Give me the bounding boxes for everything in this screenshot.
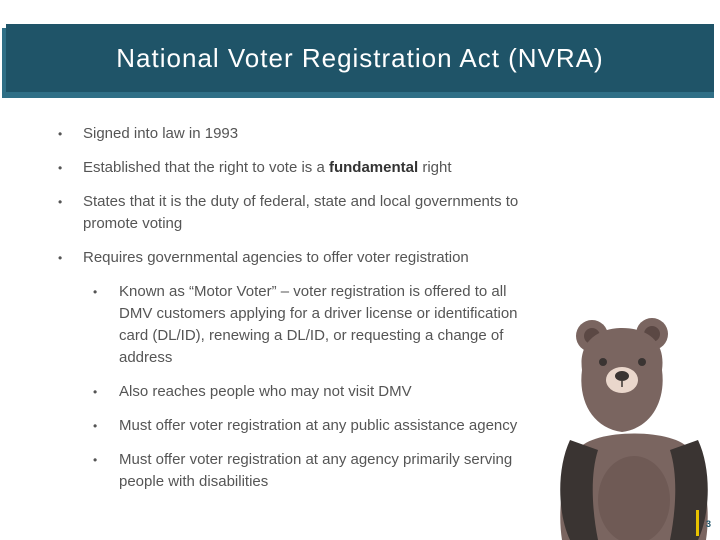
sub-bullet-item xyxy=(119,281,518,369)
corner-mark-bar xyxy=(696,510,699,536)
bullet-marker: • xyxy=(58,195,63,209)
bullet-item: Signed into law in 1993 xyxy=(83,125,239,142)
slide-title: National Voter Registration Act (NVRA) xyxy=(116,42,604,73)
bullet-marker: • xyxy=(58,251,63,265)
sub-bullet-line: address xyxy=(119,349,173,366)
sub-bullet-marker: • xyxy=(93,419,98,433)
sub-bullet-marker: • xyxy=(93,285,98,299)
bullet-line: States that it is the duty of federal, state and local governments to xyxy=(83,193,519,210)
sub-bullet-item xyxy=(119,381,412,403)
emphasis-text: fundamental xyxy=(328,159,419,176)
bear-left-eye xyxy=(599,358,607,366)
sub-bullet-marker: • xyxy=(93,385,98,399)
page-number: 3 xyxy=(706,519,712,529)
bullet-item xyxy=(83,191,518,235)
sub-bullet-line: Must offer voter registration at any public assistance agency xyxy=(119,417,518,434)
bear-left-arm xyxy=(560,440,598,540)
sub-bullet-item xyxy=(119,415,517,437)
bullet-text: Established that the right to vote is a xyxy=(83,159,329,176)
sub-bullet-line: Must offer voter registration at any agency primarily serving xyxy=(119,451,513,468)
sub-bullet-marker: • xyxy=(93,453,98,467)
sub-bullet-item xyxy=(119,449,512,493)
bullet-item: Requires governmental agencies to offer voter registration xyxy=(83,249,469,266)
sub-bullet-line: people with disabilities xyxy=(119,473,269,490)
bullet-text: right xyxy=(418,159,452,176)
bullet-item xyxy=(83,157,452,179)
bear-right-eye xyxy=(638,358,646,366)
bullet-line: promote voting xyxy=(83,215,183,232)
bear-belly xyxy=(598,456,670,540)
sub-bullet-line: Also reaches people who may not visit DMV xyxy=(119,383,412,400)
sub-bullet-line: Known as “Motor Voter” – voter registration is offered to all xyxy=(119,283,507,300)
bear-illustration-icon xyxy=(548,300,720,540)
sub-bullet-line: DMV customers applying for a driver license or identification xyxy=(119,305,518,322)
bear-nose xyxy=(615,371,629,381)
bullet-marker: • xyxy=(58,161,63,175)
bullet-marker: • xyxy=(58,127,63,141)
sub-bullet-line: card (DL/ID), renewing a DL/ID, or requesting a change of xyxy=(119,327,504,344)
